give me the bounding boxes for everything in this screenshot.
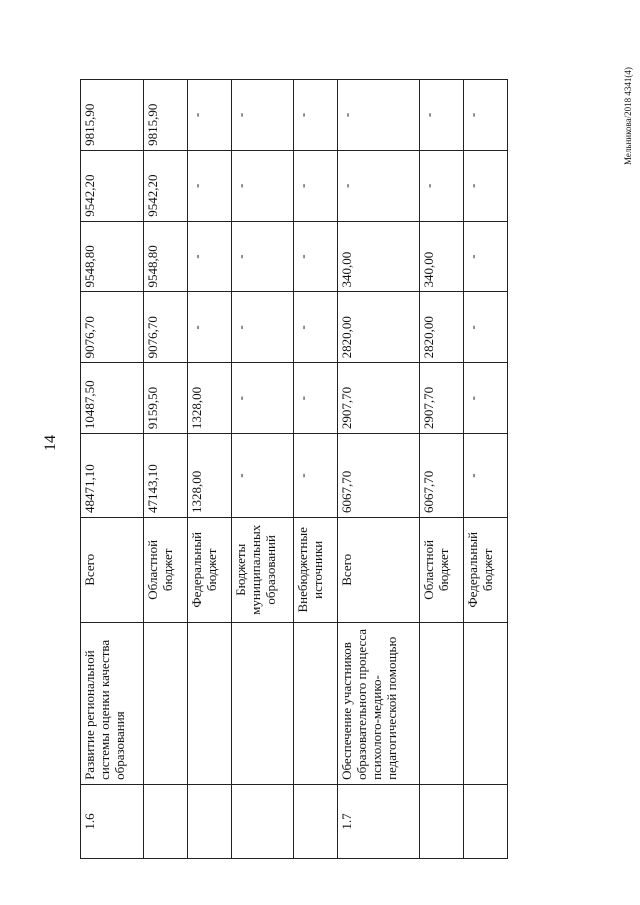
table-row — [187, 80, 231, 859]
page-number: 14 — [42, 435, 59, 451]
amount-cell: 6067,70 — [338, 434, 420, 518]
amount-cell: 9076,70 — [143, 292, 187, 363]
amount-cell: - — [463, 150, 507, 221]
amount-cell: 2907,70 — [338, 363, 420, 434]
activity-name-cell — [187, 622, 231, 784]
amount-cell: 1328,00 — [187, 363, 231, 434]
amount-cell: 9815,90 — [81, 80, 144, 151]
amount-cell: - — [187, 150, 231, 221]
amount-cell: - — [231, 221, 294, 292]
activity-name-cell — [231, 622, 294, 784]
activity-name-cell: Развитие региональной системы оценки качества образования — [81, 622, 144, 784]
table-row — [338, 80, 420, 859]
amount-cell: - — [231, 80, 294, 151]
amount-cell: 6067,70 — [420, 434, 464, 518]
funding-source-cell: Областной бюджет — [143, 518, 187, 623]
amount-cell: 2820,00 — [338, 292, 420, 363]
amount-cell: 9548,80 — [143, 221, 187, 292]
funding-source-cell: Всего — [81, 518, 144, 623]
funding-source-cell: Федеральный бюджет — [463, 518, 507, 623]
amount-cell: 1328,00 — [187, 434, 231, 518]
funding-source-cell: Федеральный бюджет — [187, 518, 231, 623]
funding-source-cell: Внебюджетные источники — [294, 518, 338, 623]
activity-name-cell — [294, 622, 338, 784]
row-number-cell — [420, 784, 464, 858]
amount-cell: - — [231, 292, 294, 363]
table-row — [231, 80, 294, 859]
budget-table-rotated — [80, 79, 508, 859]
row-number-cell — [231, 784, 294, 858]
amount-cell: - — [187, 221, 231, 292]
amount-cell: 10487,50 — [81, 363, 144, 434]
amount-cell: - — [231, 150, 294, 221]
amount-cell: - — [463, 80, 507, 151]
amount-cell: 9159,50 — [143, 363, 187, 434]
funding-source-cell: Бюджеты муниципальных образований — [231, 518, 294, 623]
row-number-cell — [463, 784, 507, 858]
table-row — [420, 80, 464, 859]
amount-cell: - — [294, 221, 338, 292]
amount-cell: 9542,20 — [143, 150, 187, 221]
budget-table — [80, 79, 508, 859]
amount-cell: 9815,90 — [143, 80, 187, 151]
amount-cell: 47143,10 — [143, 434, 187, 518]
amount-cell: - — [294, 363, 338, 434]
amount-cell: 9548,80 — [81, 221, 144, 292]
amount-cell: - — [294, 434, 338, 518]
amount-cell: - — [187, 80, 231, 151]
amount-cell: 2820,00 — [420, 292, 464, 363]
row-number-cell: 1.6 — [81, 784, 144, 858]
table-row — [463, 80, 507, 859]
row-number-cell: 1.7 — [338, 784, 420, 858]
row-number-cell — [294, 784, 338, 858]
amount-cell: 9542,20 — [81, 150, 144, 221]
amount-cell: - — [420, 80, 464, 151]
table-row — [81, 80, 144, 859]
amount-cell: - — [463, 363, 507, 434]
activity-name-cell — [143, 622, 187, 784]
amount-cell: - — [294, 80, 338, 151]
amount-cell: - — [187, 292, 231, 363]
activity-name-cell: Обеспечение участников образовательного процесса психолого-медико-педагогической помощью — [338, 622, 420, 784]
amount-cell: - — [338, 150, 420, 221]
table-row — [143, 80, 187, 859]
amount-cell: - — [231, 363, 294, 434]
amount-cell: - — [420, 150, 464, 221]
amount-cell: 48471,10 — [81, 434, 144, 518]
amount-cell: - — [294, 150, 338, 221]
funding-source-cell: Всего — [338, 518, 420, 623]
activity-name-cell — [463, 622, 507, 784]
amount-cell: 340,00 — [338, 221, 420, 292]
amount-cell: 340,00 — [420, 221, 464, 292]
amount-cell: - — [231, 434, 294, 518]
document-reference-mark: Мельникова/2018 4341(4) — [623, 67, 633, 165]
amount-cell: 9076,70 — [81, 292, 144, 363]
amount-cell: - — [463, 221, 507, 292]
row-number-cell — [187, 784, 231, 858]
amount-cell: 2907,70 — [420, 363, 464, 434]
activity-name-cell — [420, 622, 464, 784]
table-row — [294, 80, 338, 859]
funding-source-cell: Областной бюджет — [420, 518, 464, 623]
amount-cell: - — [463, 434, 507, 518]
amount-cell: - — [463, 292, 507, 363]
amount-cell: - — [338, 80, 420, 151]
amount-cell: - — [294, 292, 338, 363]
row-number-cell — [143, 784, 187, 858]
